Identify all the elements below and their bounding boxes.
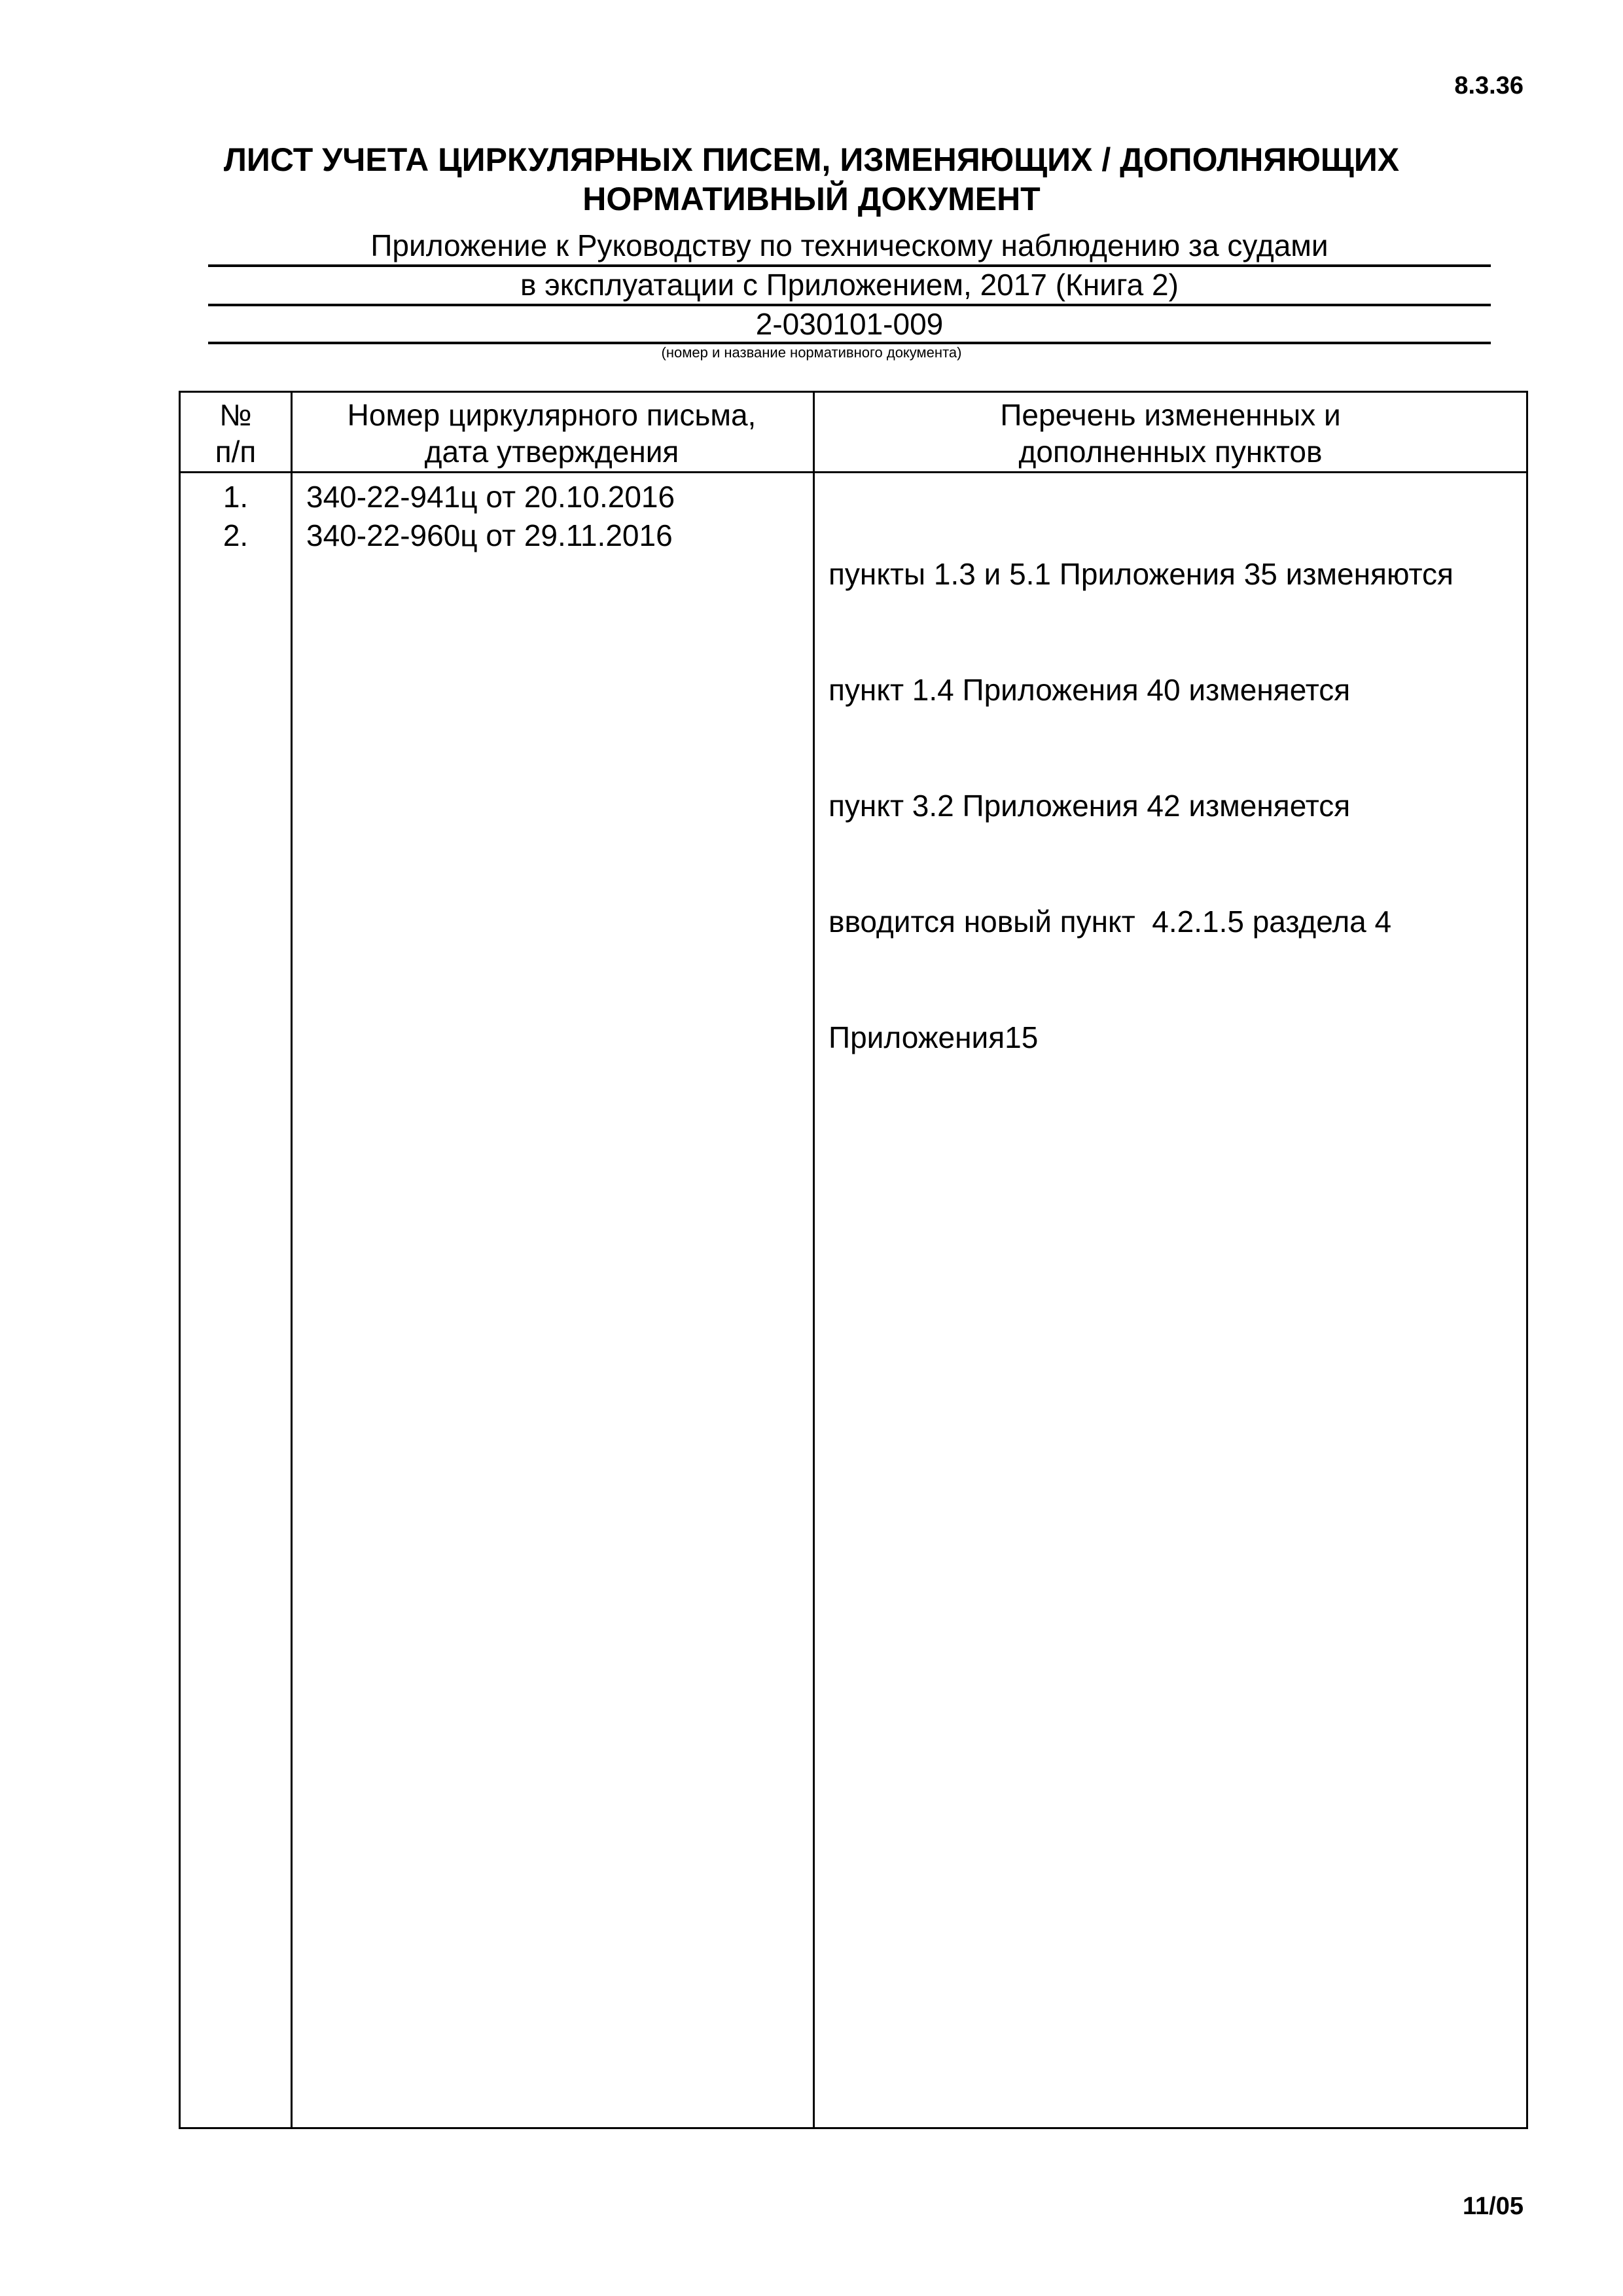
column-changed-items — [829, 478, 1529, 1134]
column-letter — [306, 478, 804, 555]
change-entry: Приложения15 — [829, 1020, 1039, 1054]
header-number-line: п/п — [215, 435, 257, 469]
document-number: 2-030101-009 — [208, 306, 1491, 344]
header-letter-line: дата утверждения — [424, 435, 679, 469]
letter-entry: 340-22-960ц от 29.11.2016 — [306, 518, 673, 552]
document-caption: (номер и название нормативного документа) — [661, 344, 962, 361]
header-number-line: № — [219, 398, 252, 432]
header-changed-items — [813, 397, 1528, 470]
records-table — [179, 391, 1528, 2129]
header-items-line: дополненных пунктов — [1018, 435, 1323, 469]
header-number — [181, 397, 291, 470]
header-letter-line: Номер циркулярного письма, — [347, 398, 757, 432]
document-code: 8.3.36 — [1454, 72, 1524, 99]
letter-entry: 340-22-941ц от 20.10.2016 — [306, 480, 675, 514]
page-title-line-1: ЛИСТ УЧЕТА ЦИРКУЛЯРНЫХ ПИСЕМ, ИЗМЕНЯЮЩИХ / ДОПОЛНЯЮЩИХ — [223, 141, 1400, 178]
change-entry: пункт 1.4 Приложения 40 изменяется — [829, 673, 1351, 707]
column-number — [181, 478, 291, 555]
document-name-line-2: в эксплуатации с Приложением, 2017 (Книга 2) — [208, 267, 1491, 306]
change-entry: пункт 3.2 Приложения 42 изменяется — [829, 789, 1351, 823]
page-number: 11/05 — [1463, 2193, 1524, 2220]
change-entry: вводится новый пункт 4.2.1.5 раздела 4 — [829, 905, 1392, 939]
header-items-line: Перечень измененных и — [1000, 398, 1341, 432]
page-title-line-2: НОРМАТИВНЫЙ ДОКУМЕНТ — [582, 181, 1041, 217]
change-entry: пункты 1.3 и 5.1 Приложения 35 изменяются — [829, 557, 1454, 591]
row-number: 1. — [223, 480, 249, 514]
column-divider — [291, 393, 293, 2127]
document-name-line-1: Приложение к Руководству по техническому наблюдению за судами — [208, 228, 1491, 267]
table-header-row — [181, 393, 1526, 473]
row-number: 2. — [223, 518, 249, 552]
column-divider — [813, 393, 815, 2127]
header-letter-number-date — [291, 397, 813, 470]
